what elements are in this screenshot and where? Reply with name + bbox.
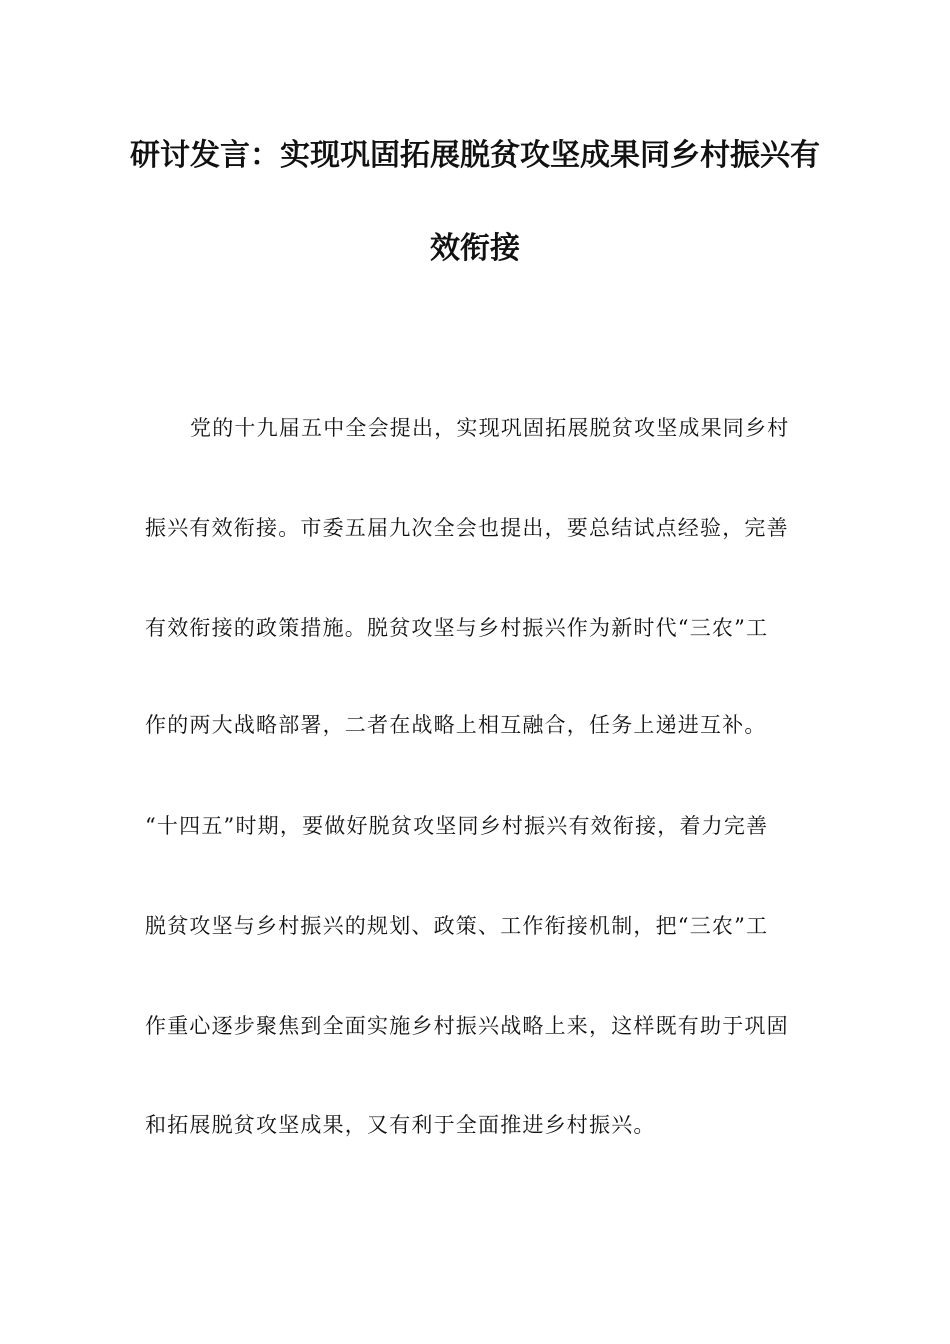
paragraph-line: 作重心逐步聚焦到全面实施乡村振兴战略上来，这样既有助于巩固: [145, 1014, 789, 1038]
paragraph-line: 作的两大战略部署，二者在战略上相互融合，任务上递进互补。: [145, 713, 767, 737]
document-title-line-2: 效衔接: [430, 231, 520, 266]
paragraph-line: 有效衔接的政策措施。脱贫攻坚与乡村振兴作为新时代“三农”工: [145, 616, 769, 640]
paragraph-line: 振兴有效衔接。市委五届九次全会也提出，要总结试点经验，完善: [145, 516, 789, 540]
paragraph-line: 脱贫攻坚与乡村振兴的规划、政策、工作衔接机制，把“三农”工: [145, 914, 769, 938]
document-title-line-1: 研讨发言：实现巩固拓展脱贫攻坚成果同乡村振兴有: [130, 138, 820, 173]
paragraph-line: “十四五”时期，要做好脱贫攻坚同乡村振兴有效衔接，着力完善: [145, 814, 769, 838]
paragraph-line: 党的十九届五中全会提出，实现巩固拓展脱贫攻坚成果同乡村: [190, 416, 790, 440]
paragraph-line: 和拓展脱贫攻坚成果，又有利于全面推进乡村振兴。: [145, 1113, 656, 1137]
